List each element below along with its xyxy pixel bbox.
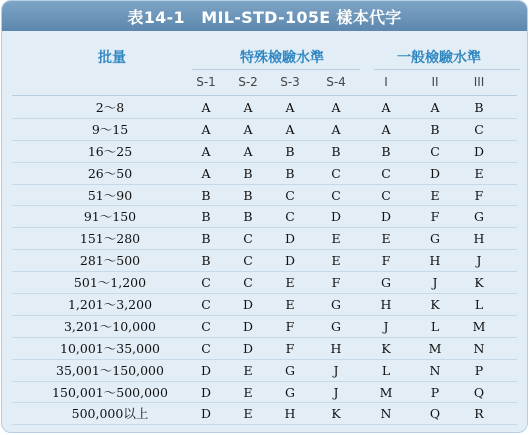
code-letter-cell: D (473, 143, 485, 159)
code-letter-cell: E (243, 384, 253, 400)
code-letter-cell: C (381, 187, 391, 203)
code-letter-cell: C (201, 275, 211, 291)
code-letter-cell: A (285, 121, 295, 137)
code-letter-cell: G (331, 318, 341, 334)
code-letter-cell: E (331, 231, 341, 247)
code-letter-cell: B (285, 143, 295, 159)
level-s3: S-3 (280, 75, 300, 89)
code-letter-cell: M (379, 384, 393, 400)
code-letter-cell: B (201, 231, 211, 247)
code-letter-cell: A (201, 121, 211, 137)
level-i: I (384, 75, 388, 89)
code-letter-cell: G (381, 275, 391, 291)
code-letter-cell: E (285, 297, 295, 313)
code-letter-cell: D (200, 362, 212, 378)
code-letter-cell: M (428, 340, 442, 356)
code-letter-cell: B (201, 253, 211, 269)
code-letter-cell: N (473, 340, 485, 356)
code-letter-cell: B (243, 209, 253, 225)
level-iii: III (473, 75, 485, 89)
code-letter-cell: C (243, 231, 253, 247)
table-row (2, 382, 527, 404)
code-letter-cell: A (201, 100, 211, 115)
code-letter-cell: E (331, 253, 341, 269)
code-letter-cell: E (243, 362, 253, 378)
code-letter-cell: B (201, 187, 211, 203)
code-letter-cell: G (474, 209, 484, 225)
lot-size-cell: 9～15 (91, 121, 129, 137)
table-row (2, 338, 527, 360)
code-letter-cell: D (330, 209, 342, 225)
table-row (2, 206, 527, 228)
table-row (2, 141, 527, 163)
code-letter-cell: J (333, 384, 339, 400)
code-letter-cell: C (331, 165, 341, 181)
code-letter-cell: F (285, 318, 295, 334)
code-letter-cell: E (474, 165, 484, 181)
code-letter-cell: B (243, 165, 253, 181)
code-letter-cell: D (380, 209, 392, 225)
general-level-header: 一般檢驗水準 (397, 50, 481, 66)
special-level-header: 特殊檢驗水準 (240, 50, 324, 66)
code-letter-cell: P (474, 362, 484, 378)
table-row (2, 185, 527, 207)
code-letter-cell: A (331, 100, 341, 115)
code-letter-cell: G (285, 384, 295, 400)
code-letter-cell: F (331, 275, 341, 291)
header-divider (12, 95, 517, 96)
table-card (1, 0, 528, 433)
code-letter-cell: G (430, 231, 440, 247)
code-letter-cell: A (381, 121, 391, 137)
code-letter-cell: D (242, 318, 254, 334)
code-letter-cell: J (432, 275, 438, 291)
row-divider (12, 424, 517, 425)
code-letter-cell: C (285, 209, 295, 225)
special-underline (192, 69, 360, 70)
lot-size-header: 批量 (98, 50, 126, 66)
code-letter-cell: D (284, 231, 296, 247)
code-letter-cell: F (285, 340, 295, 356)
code-letter-cell: B (381, 143, 391, 159)
table-row (2, 250, 527, 272)
code-letter-cell: E (381, 231, 391, 247)
code-letter-cell: C (331, 187, 341, 203)
code-letter-cell: D (242, 297, 254, 313)
code-letter-cell: C (243, 275, 253, 291)
code-letter-cell: E (430, 187, 440, 203)
table-row (2, 97, 527, 119)
code-letter-cell: G (285, 362, 295, 378)
lot-size-cell: 91～150 (83, 209, 137, 225)
lot-size-cell: 35,001～150,000 (56, 362, 164, 378)
code-letter-cell: N (429, 362, 441, 378)
code-letter-cell: A (331, 121, 341, 137)
table-header (2, 31, 527, 95)
table-row (2, 272, 527, 294)
lot-size-cell: 51～90 (87, 187, 133, 203)
code-letter-cell: C (430, 143, 440, 159)
code-letter-cell: N (380, 406, 392, 422)
code-letter-cell: J (476, 253, 482, 269)
lot-size-cell: 150,001～500,000 (52, 384, 168, 400)
code-letter-cell: B (331, 143, 341, 159)
lot-size-cell: 3,201～10,000 (63, 318, 157, 334)
code-letter-cell: A (243, 121, 253, 137)
code-letter-cell: Q (473, 384, 485, 400)
code-letter-cell: K (474, 275, 484, 291)
code-letter-cell: Q (429, 406, 441, 422)
code-letter-cell: D (200, 406, 212, 422)
code-letter-cell: E (243, 406, 253, 422)
level-s2: S-2 (238, 75, 258, 89)
code-letter-cell: B (474, 100, 484, 115)
code-letter-cell: L (430, 318, 440, 334)
table-row (2, 163, 527, 185)
table-row (2, 119, 527, 141)
code-letter-cell: A (243, 143, 253, 159)
code-letter-cell: F (381, 253, 391, 269)
table-row (2, 403, 527, 425)
code-letter-cell: A (381, 100, 391, 115)
lot-size-cell: 151～280 (79, 231, 141, 247)
code-letter-cell: H (330, 340, 342, 356)
code-letter-cell: E (285, 275, 295, 291)
code-letter-cell: H (429, 253, 441, 269)
code-letter-cell: F (430, 209, 440, 225)
lot-size-cell: 16～25 (87, 143, 133, 159)
level-s4: S-4 (326, 75, 346, 89)
lot-size-cell: 1,201～3,200 (67, 297, 153, 313)
code-letter-cell: F (474, 187, 484, 203)
code-letter-cell: B (243, 187, 253, 203)
code-letter-cell: A (430, 100, 440, 115)
lot-size-cell: 500,000以上 (71, 406, 149, 422)
code-letter-cell: H (380, 297, 392, 313)
code-letter-cell: C (381, 165, 391, 181)
general-underline (374, 69, 520, 70)
code-letter-cell: C (243, 253, 253, 269)
code-letter-cell: D (429, 165, 441, 181)
lot-size-cell: 10,001～35,000 (60, 340, 160, 356)
code-letter-cell: J (383, 318, 389, 334)
code-letter-cell: J (333, 362, 339, 378)
code-letter-cell: H (284, 406, 296, 422)
table-row (2, 316, 527, 338)
code-letter-cell: R (474, 406, 484, 422)
code-letter-cell: B (430, 121, 440, 137)
code-letter-cell: K (381, 340, 391, 356)
level-ii: II (431, 75, 439, 89)
lot-size-cell: 2～8 (95, 100, 125, 115)
table-row (2, 294, 527, 316)
code-letter-cell: C (474, 121, 484, 137)
table-body (2, 97, 527, 425)
code-letter-cell: C (201, 318, 211, 334)
code-letter-cell: A (243, 100, 253, 115)
code-letter-cell: D (242, 340, 254, 356)
code-letter-cell: L (474, 297, 484, 313)
code-letter-cell: A (285, 100, 295, 115)
code-letter-cell: L (381, 362, 391, 378)
code-letter-cell: A (201, 143, 211, 159)
lot-size-cell: 281～500 (79, 253, 141, 269)
code-letter-cell: P (430, 384, 440, 400)
table-row (2, 228, 527, 250)
code-letter-cell: D (284, 253, 296, 269)
code-letter-cell: K (331, 406, 341, 422)
code-letter-cell: C (285, 187, 295, 203)
code-letter-cell: K (430, 297, 440, 313)
level-s1: S-1 (196, 75, 216, 89)
table-row (2, 360, 527, 382)
code-letter-cell: G (331, 297, 341, 313)
code-letter-cell: B (201, 209, 211, 225)
table-title: 表14-1 MIL-STD-105E 樣本代字 (2, 1, 527, 31)
code-letter-cell: M (472, 318, 486, 334)
code-letter-cell: C (201, 340, 211, 356)
code-letter-cell: C (201, 297, 211, 313)
code-letter-cell: D (200, 384, 212, 400)
code-letter-cell: A (201, 165, 211, 181)
code-letter-cell: H (473, 231, 485, 247)
code-letter-cell: B (285, 165, 295, 181)
lot-size-cell: 26～50 (87, 165, 133, 181)
lot-size-cell: 501～1,200 (73, 275, 147, 291)
